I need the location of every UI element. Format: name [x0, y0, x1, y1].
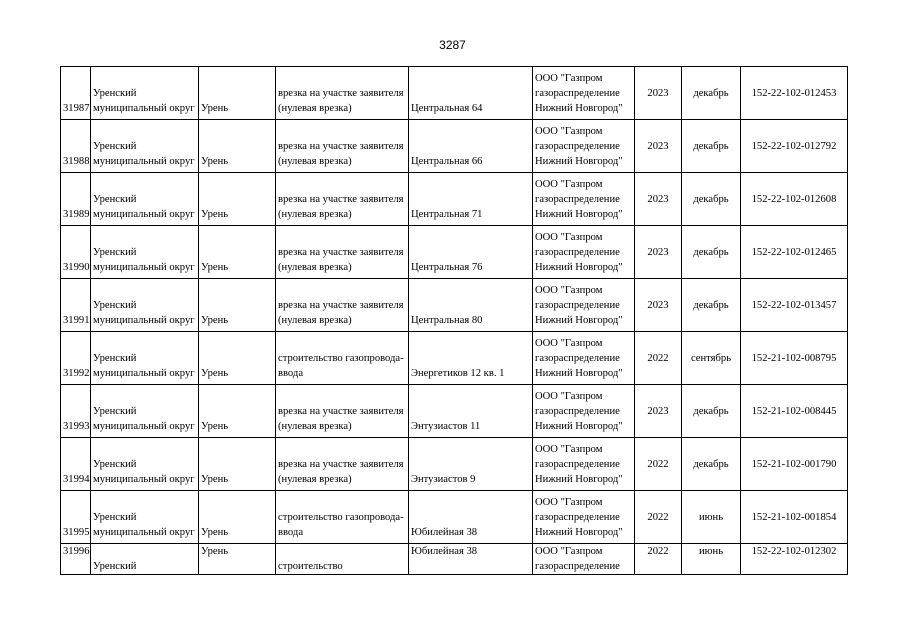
registration-code: 152-22-102-012453: [751, 87, 837, 99]
organization-line-1: ООО "Газпром: [535, 126, 603, 137]
work-type-line-1: строительство газопровода-: [278, 512, 404, 523]
work-type-line-2: ввода: [278, 527, 304, 538]
cell-settlement: [199, 173, 276, 226]
year-value: 2023: [647, 140, 669, 152]
cell-district: [91, 491, 199, 544]
cell-work-type: [276, 491, 409, 544]
month-value: июнь: [698, 546, 724, 557]
district-line-1: Уренский: [93, 561, 137, 572]
cell-year: [635, 385, 682, 438]
year-value: 2023: [647, 405, 669, 417]
organization-line-3: Нижний Новгород": [535, 103, 623, 114]
work-type-line-2: (нулевая врезка): [278, 103, 352, 114]
district-line-2: муниципальный округ: [93, 527, 195, 538]
table-row: [61, 544, 848, 575]
year-value: 2023: [647, 193, 669, 205]
cell-code: [741, 385, 848, 438]
cell-work-type: [276, 438, 409, 491]
registration-code: 152-21-102-008445: [751, 405, 837, 417]
cell-district: [91, 120, 199, 173]
organization-line-1: ООО "Газпром: [535, 232, 603, 243]
cell-number: [61, 385, 91, 438]
cell-month: [682, 332, 741, 385]
month-value: декабрь: [693, 458, 729, 470]
records-table-body: [61, 67, 848, 575]
month-value: декабрь: [693, 87, 729, 99]
settlement-name: Урень: [201, 315, 229, 326]
cell-number: [61, 67, 91, 120]
cell-work-type: [276, 226, 409, 279]
row-number: 31993: [63, 421, 90, 432]
district-line-2: муниципальный округ: [93, 262, 195, 273]
table-row: [61, 67, 848, 120]
cell-organization: [533, 385, 635, 438]
district-line-1: Уренский: [93, 194, 137, 205]
district-line-2: муниципальный округ: [93, 209, 195, 220]
organization-line-1: ООО "Газпром: [535, 285, 603, 296]
district-line-2: муниципальный округ: [93, 315, 195, 326]
table-row: [61, 332, 848, 385]
organization-line-2: газораспределение: [535, 247, 620, 258]
work-type-line-2: (нулевая врезка): [278, 209, 352, 220]
year-value: 2022: [647, 511, 669, 523]
cell-year: [635, 438, 682, 491]
settlement-name: Урень: [201, 262, 229, 273]
table-row: [61, 226, 848, 279]
cell-number: [61, 279, 91, 332]
cell-code: [741, 544, 848, 575]
organization-line-2: газораспределение: [535, 194, 620, 205]
cell-address: [409, 491, 533, 544]
district-line-2: муниципальный округ: [93, 368, 195, 379]
cell-number: [61, 173, 91, 226]
cell-month: [682, 438, 741, 491]
cell-year: [635, 332, 682, 385]
row-number: 31991: [63, 315, 90, 326]
cell-district: [91, 438, 199, 491]
page-number: 3287: [439, 38, 466, 52]
address-text: Энтузиастов 11: [411, 421, 481, 432]
organization-line-3: Нижний Новгород": [535, 156, 623, 167]
organization-line-3: Нижний Новгород": [535, 527, 623, 538]
district-line-2: муниципальный округ: [93, 103, 195, 114]
row-number: 31996: [63, 546, 90, 557]
cell-number: [61, 438, 91, 491]
work-type-line-1: строительство газопровода-: [278, 353, 404, 364]
row-number: 31987: [63, 103, 90, 114]
cell-month: [682, 173, 741, 226]
cell-number: [61, 491, 91, 544]
cell-code: [741, 491, 848, 544]
work-type-line-2: (нулевая врезка): [278, 421, 352, 432]
cell-district: [91, 279, 199, 332]
cell-address: [409, 120, 533, 173]
cell-number: [61, 332, 91, 385]
cell-address: [409, 332, 533, 385]
registration-code: 152-21-102-001854: [751, 511, 837, 523]
cell-settlement: [199, 491, 276, 544]
cell-work-type: [276, 332, 409, 385]
district-line-1: Уренский: [93, 247, 137, 258]
cell-organization: [533, 332, 635, 385]
cell-code: [741, 438, 848, 491]
registration-code: 152-22-102-012792: [751, 140, 837, 152]
row-number: 31990: [63, 262, 90, 273]
address-text: Центральная 76: [411, 262, 483, 273]
cell-work-type: [276, 544, 409, 575]
cell-organization: [533, 173, 635, 226]
work-type-line-1: врезка на участке заявителя: [278, 300, 404, 311]
organization-line-2: газораспределение: [535, 353, 620, 364]
cell-settlement: [199, 226, 276, 279]
settlement-name: Урень: [201, 368, 229, 379]
organization-line-1: ООО "Газпром: [535, 497, 603, 508]
cell-number: [61, 226, 91, 279]
cell-settlement: [199, 544, 276, 575]
month-value: декабрь: [693, 193, 729, 205]
cell-address: [409, 173, 533, 226]
cell-organization: [533, 226, 635, 279]
organization-line-2: газораспределение: [535, 141, 620, 152]
organization-line-3: Нижний Новгород": [535, 368, 623, 379]
cell-year: [635, 120, 682, 173]
work-type-line-1: врезка на участке заявителя: [278, 194, 404, 205]
row-number: 31992: [63, 368, 90, 379]
month-value: декабрь: [693, 140, 729, 152]
organization-line-2: газораспределение: [535, 561, 620, 572]
work-type-line-1: врезка на участке заявителя: [278, 88, 404, 99]
month-value: декабрь: [693, 246, 729, 258]
month-value: сентябрь: [690, 352, 732, 364]
registration-code: 152-21-102-001790: [751, 458, 837, 470]
cell-district: [91, 544, 199, 575]
registration-code: 152-21-102-008795: [751, 352, 837, 364]
year-value: 2022: [647, 458, 669, 470]
organization-line-3: Нижний Новгород": [535, 421, 623, 432]
cell-code: [741, 67, 848, 120]
district-line-1: Уренский: [93, 512, 137, 523]
cell-district: [91, 332, 199, 385]
address-text: Юбилейная 38: [411, 546, 478, 557]
cell-code: [741, 120, 848, 173]
work-type-line-1: врезка на участке заявителя: [278, 406, 404, 417]
year-value: 2023: [647, 246, 669, 258]
organization-line-2: газораспределение: [535, 300, 620, 311]
work-type-line-2: (нулевая врезка): [278, 315, 352, 326]
district-line-2: муниципальный округ: [93, 156, 195, 167]
address-text: Энергетиков 12 кв. 1: [411, 368, 505, 379]
cell-address: [409, 438, 533, 491]
cell-settlement: [199, 67, 276, 120]
organization-line-1: ООО "Газпром: [535, 444, 603, 455]
cell-organization: [533, 491, 635, 544]
settlement-name: Урень: [201, 209, 229, 220]
cell-settlement: [199, 279, 276, 332]
year-value: 2023: [647, 299, 669, 311]
address-text: Центральная 66: [411, 156, 483, 167]
table-row: [61, 279, 848, 332]
settlement-name: Урень: [201, 474, 229, 485]
organization-line-1: ООО "Газпром: [535, 179, 603, 190]
cell-settlement: [199, 332, 276, 385]
district-line-1: Уренский: [93, 141, 137, 152]
cell-address: [409, 279, 533, 332]
work-type-line-2: (нулевая врезка): [278, 474, 352, 485]
cell-month: [682, 491, 741, 544]
work-type-line-1: врезка на участке заявителя: [278, 459, 404, 470]
records-table: [60, 66, 848, 575]
organization-line-2: газораспределение: [535, 459, 620, 470]
registration-code: 152-22-102-013457: [751, 299, 837, 311]
year-value: 2022: [647, 546, 669, 557]
cell-organization: [533, 544, 635, 575]
address-text: Юбилейная 38: [411, 527, 478, 538]
row-number: 31994: [63, 474, 90, 485]
table-row: [61, 120, 848, 173]
table-row: [61, 491, 848, 544]
cell-work-type: [276, 385, 409, 438]
work-type-line-1: строительство: [278, 561, 343, 572]
address-text: Центральная 64: [411, 103, 483, 114]
district-line-2: муниципальный округ: [93, 474, 195, 485]
organization-line-3: Нижний Новгород": [535, 262, 623, 273]
cell-code: [741, 226, 848, 279]
district-line-1: Уренский: [93, 406, 137, 417]
district-line-2: муниципальный округ: [93, 421, 195, 432]
settlement-name: Урень: [201, 421, 229, 432]
organization-line-3: Нижний Новгород": [535, 209, 623, 220]
cell-district: [91, 173, 199, 226]
cell-year: [635, 226, 682, 279]
row-number: 31995: [63, 527, 90, 538]
work-type-line-2: ввода: [278, 368, 304, 379]
month-value: декабрь: [693, 299, 729, 311]
registration-code: 152-22-102-012465: [751, 246, 837, 258]
address-text: Энтузиастов 9: [411, 474, 476, 485]
cell-number: [61, 544, 91, 575]
cell-number: [61, 120, 91, 173]
organization-line-1: ООО "Газпром: [535, 338, 603, 349]
table-row: [61, 385, 848, 438]
cell-year: [635, 491, 682, 544]
cell-month: [682, 120, 741, 173]
district-line-1: Уренский: [93, 88, 137, 99]
cell-settlement: [199, 385, 276, 438]
month-value: декабрь: [693, 405, 729, 417]
district-line-1: Уренский: [93, 300, 137, 311]
cell-address: [409, 67, 533, 120]
cell-district: [91, 226, 199, 279]
cell-year: [635, 279, 682, 332]
year-value: 2022: [647, 352, 669, 364]
cell-code: [741, 173, 848, 226]
cell-year: [635, 544, 682, 575]
cell-district: [91, 385, 199, 438]
organization-line-1: ООО "Газпром: [535, 546, 603, 557]
organization-line-3: Нижний Новгород": [535, 474, 623, 485]
cell-year: [635, 67, 682, 120]
organization-line-2: газораспределение: [535, 88, 620, 99]
cell-address: [409, 385, 533, 438]
cell-settlement: [199, 438, 276, 491]
cell-month: [682, 67, 741, 120]
table-row: [61, 173, 848, 226]
registration-code: 152-22-102-012302: [751, 546, 837, 557]
cell-month: [682, 544, 741, 575]
district-line-1: Уренский: [93, 459, 137, 470]
settlement-name: Урень: [201, 156, 229, 167]
work-type-line-1: врезка на участке заявителя: [278, 141, 404, 152]
organization-line-1: ООО "Газпром: [535, 391, 603, 402]
cell-district: [91, 67, 199, 120]
cell-address: [409, 226, 533, 279]
cell-code: [741, 279, 848, 332]
settlement-name: Урень: [201, 103, 229, 114]
cell-organization: [533, 120, 635, 173]
district-line-1: Уренский: [93, 353, 137, 364]
cell-work-type: [276, 67, 409, 120]
work-type-line-2: (нулевая врезка): [278, 262, 352, 273]
cell-organization: [533, 438, 635, 491]
cell-address: [409, 544, 533, 575]
registration-code: 152-22-102-012608: [751, 193, 837, 205]
cell-organization: [533, 67, 635, 120]
table-row: [61, 438, 848, 491]
work-type-line-1: врезка на участке заявителя: [278, 247, 404, 258]
cell-code: [741, 332, 848, 385]
cell-work-type: [276, 120, 409, 173]
address-text: Центральная 71: [411, 209, 483, 220]
cell-year: [635, 173, 682, 226]
cell-settlement: [199, 120, 276, 173]
cell-organization: [533, 279, 635, 332]
cell-month: [682, 279, 741, 332]
cell-month: [682, 385, 741, 438]
month-value: июнь: [698, 511, 724, 523]
work-type-line-2: (нулевая врезка): [278, 156, 352, 167]
row-number: 31988: [63, 156, 90, 167]
settlement-name: Урень: [201, 546, 229, 557]
settlement-name: Урень: [201, 527, 229, 538]
cell-work-type: [276, 173, 409, 226]
organization-line-2: газораспределение: [535, 406, 620, 417]
cell-month: [682, 226, 741, 279]
address-text: Центральная 80: [411, 315, 483, 326]
organization-line-2: газораспределение: [535, 512, 620, 523]
organization-line-3: Нижний Новгород": [535, 315, 623, 326]
organization-line-1: ООО "Газпром: [535, 73, 603, 84]
year-value: 2023: [647, 87, 669, 99]
cell-work-type: [276, 279, 409, 332]
row-number: 31989: [63, 209, 90, 220]
